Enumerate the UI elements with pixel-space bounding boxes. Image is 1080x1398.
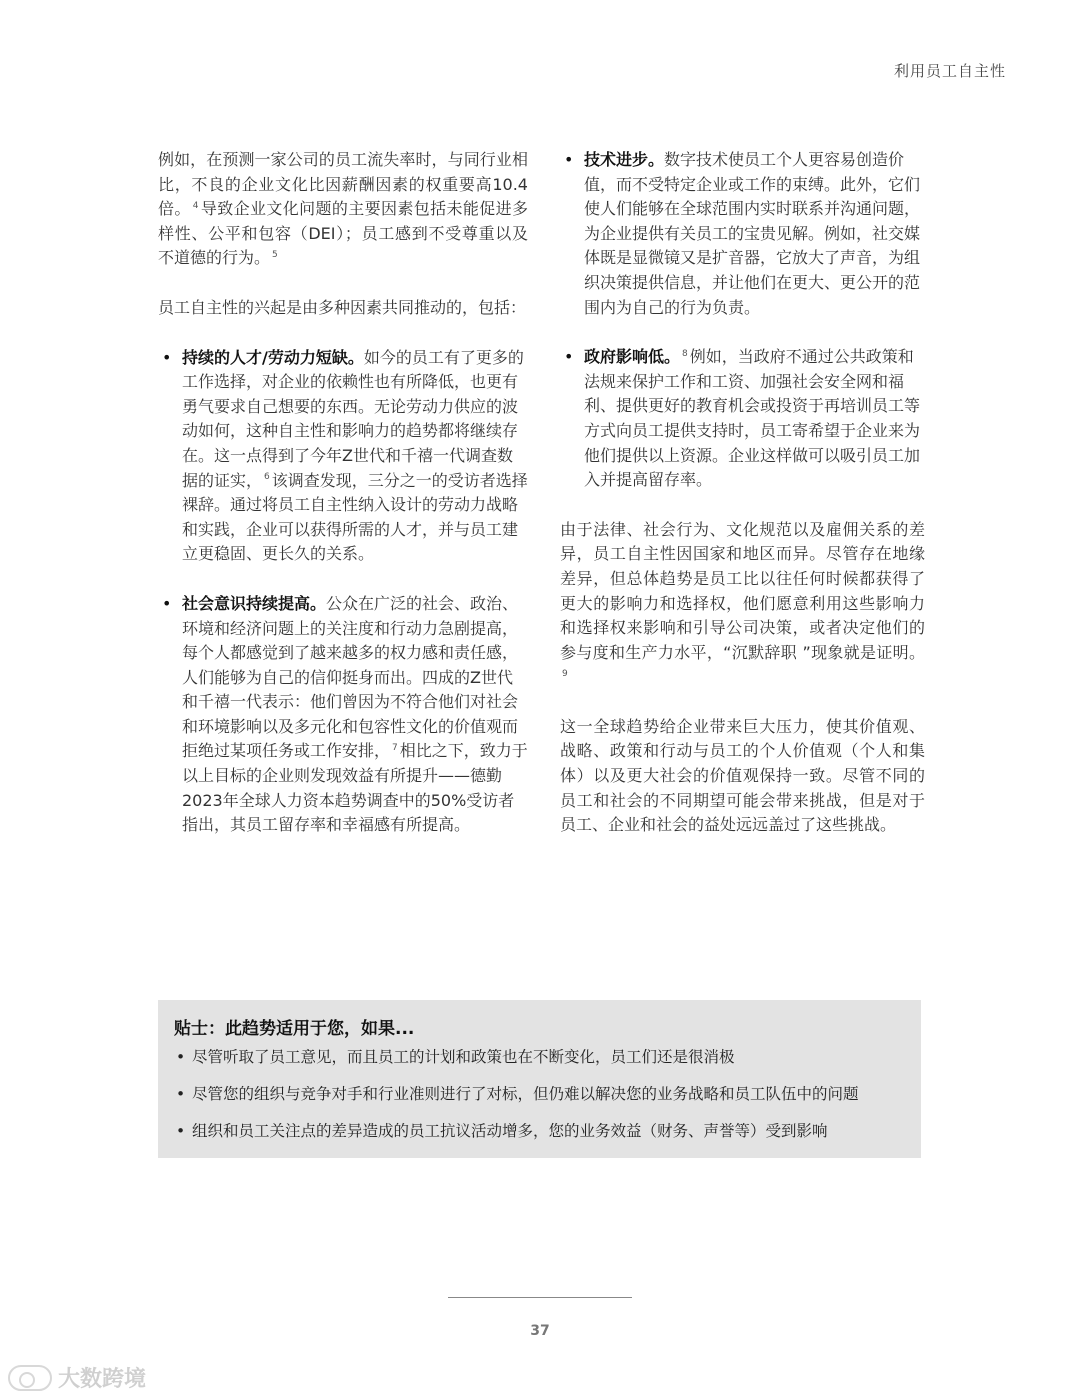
tip-item: • 尽管听取了员工意见，而且员工的计划和政策也在不断变化，员工们还是很消极 xyxy=(174,1045,905,1069)
bullet-title: 社会意识持续提高。 xyxy=(182,593,327,613)
bullet-title: 持续的人才/劳动力短缺。 xyxy=(182,347,364,367)
watermark-logo-icon xyxy=(8,1365,52,1391)
bullet-title: 政府影响低。 xyxy=(584,347,681,367)
intro-paragraph-1: 例如，在预测一家公司的员工流失率时，与同行业相比，不良的企业文化比因薪酬因素的权重要高10.4倍。 $^4$ 导致企业文化问题的主要因素包括未能促进多样性、公平和包容（DEI）；员工感到不受尊重以及不道德的行为。 $^5$ xyxy=(158,150,528,268)
footnote-ref: 9 xyxy=(562,668,568,679)
bullet-icon: • xyxy=(564,347,574,367)
tip-item: • 尽管您的组织与竞争对手和行业准则进行了对标，但仍难以解决您的业务战略和员工队伍中的问题 xyxy=(174,1082,905,1106)
tips-title: 贴士：此趋势适用于您，如果... xyxy=(174,1019,415,1039)
footer-divider xyxy=(448,1297,632,1298)
bullet-icon: • xyxy=(176,1048,186,1066)
footnote-ref: 7 xyxy=(392,743,398,754)
regional-difference-paragraph: 由于法律、社会行为、文化规范以及雇佣关系的差异，员工自主性因国家和地区而异。尽管存在地缘差异，但总体趋势是员工比以往任何时候都获得了更大的影响力和选择权，他们愿意利用这些影响力和选择权来影响和引导公司决策，或者决定他们的参与度和生产力水平，“沉默辞职 ”现象就是证明。$^9$ xyxy=(560,519,925,679)
bullet-talent-shortage: • 持续的人才/劳动力短缺。如今的员工有了更多的工作选择，对企业的依赖性也有所降低，也更有勇气要求自己想要的东西。无论劳动力供应的波动如何，这种自主性和影响力的趋势都将继续存在。这一点得到了今年Z世代和千禧一代调查数据的证实， $^6$ 该调查发现，三分之一的受访者选择裸辞。通过将员工自主性纳入设计的劳动力战略和实践，企业可以获得所需的人才，并与员工建立更稳固、更长久的关系。 xyxy=(162,347,528,564)
tips-box xyxy=(158,1000,921,1158)
right-column xyxy=(560,148,925,863)
bullet-government: • 政府影响低。 $^8$ 例如，当政府不通过公共政策和法规来保护工作和工资、加强社会安全网和福利、提供更好的教育机会或投资于再培训员工等方式向员工提供支持时，员工寄希望于企业来为他们提供以上资源。企业这样做可以吸引员工加入并提高留存率。 xyxy=(564,347,921,490)
left-column xyxy=(158,148,528,863)
bullet-icon: • xyxy=(176,1085,186,1103)
footnote-ref: 8 xyxy=(682,348,688,359)
running-header: 利用员工自主性 xyxy=(893,62,1006,80)
bullet-icon: • xyxy=(564,150,574,169)
bullet-icon: • xyxy=(162,347,172,367)
global-pressure-paragraph: 这一全球趋势给企业带来巨大压力，使其价值观、战略、政策和行动与员工的个人价值观（个人和集体）以及更大社会的价值观保持一致。尽管不同的员工和社会的不同期望可能会带来挑战，但是对于员工、企业和社会的益处远远盖过了这些挑战。 xyxy=(560,716,925,835)
footnote-ref: 6 xyxy=(264,472,270,483)
watermark-text: 大数跨境 xyxy=(58,1367,147,1392)
bullet-icon: • xyxy=(162,593,172,613)
page-number: 37 xyxy=(530,1323,550,1339)
bullet-icon: • xyxy=(176,1122,186,1140)
bullet-social-awareness: • 社会意识持续提高。公众在广泛的社会、政治、环境和经济问题上的关注度和行动力急剧提高，每个人都感觉到了越来越多的权力感和责任感，人们能够为自己的信仰挺身而出。四成的Z世代和千禧一代表示：他们曾因为不符合他们对社会和环境影响以及多元化和包容性文化的价值观而拒绝过某项任务或工作安排， $^7$ 相比之下，致力于以上目标的企业则发现效益有所提升——德勤2023年全球人力资本趋势调查中的50%受访者指出，其员工留存率和幸福感有所提高。 xyxy=(162,593,528,835)
footnote-ref: 5 xyxy=(272,250,278,261)
watermark xyxy=(8,1362,146,1393)
footnote-ref: 4 xyxy=(192,200,199,211)
bullet-title: 技术进步。 xyxy=(584,150,665,169)
intro-paragraph-2: 员工自主性的兴起是由多种因素共同推动的，包括： xyxy=(158,297,527,317)
tip-item: • 组织和员工关注点的差异造成的员工抗议活动增多，您的业务效益（财务、声誉等）受到影响 xyxy=(174,1119,905,1143)
bullet-technology: • 技术进步。数字技术使员工个人更容易创造价值，而不受特定企业或工作的束缚。此外，它们使人们能够在全球范围内实时联系并沟通问题，为企业提供有关员工的宝贵见解。例如，社交媒体既是显微镜又是扩音器，它放大了声音，为组织决策提供信息，并让他们在更大、更公开的范围内为自己的行为负责。 xyxy=(564,150,921,317)
